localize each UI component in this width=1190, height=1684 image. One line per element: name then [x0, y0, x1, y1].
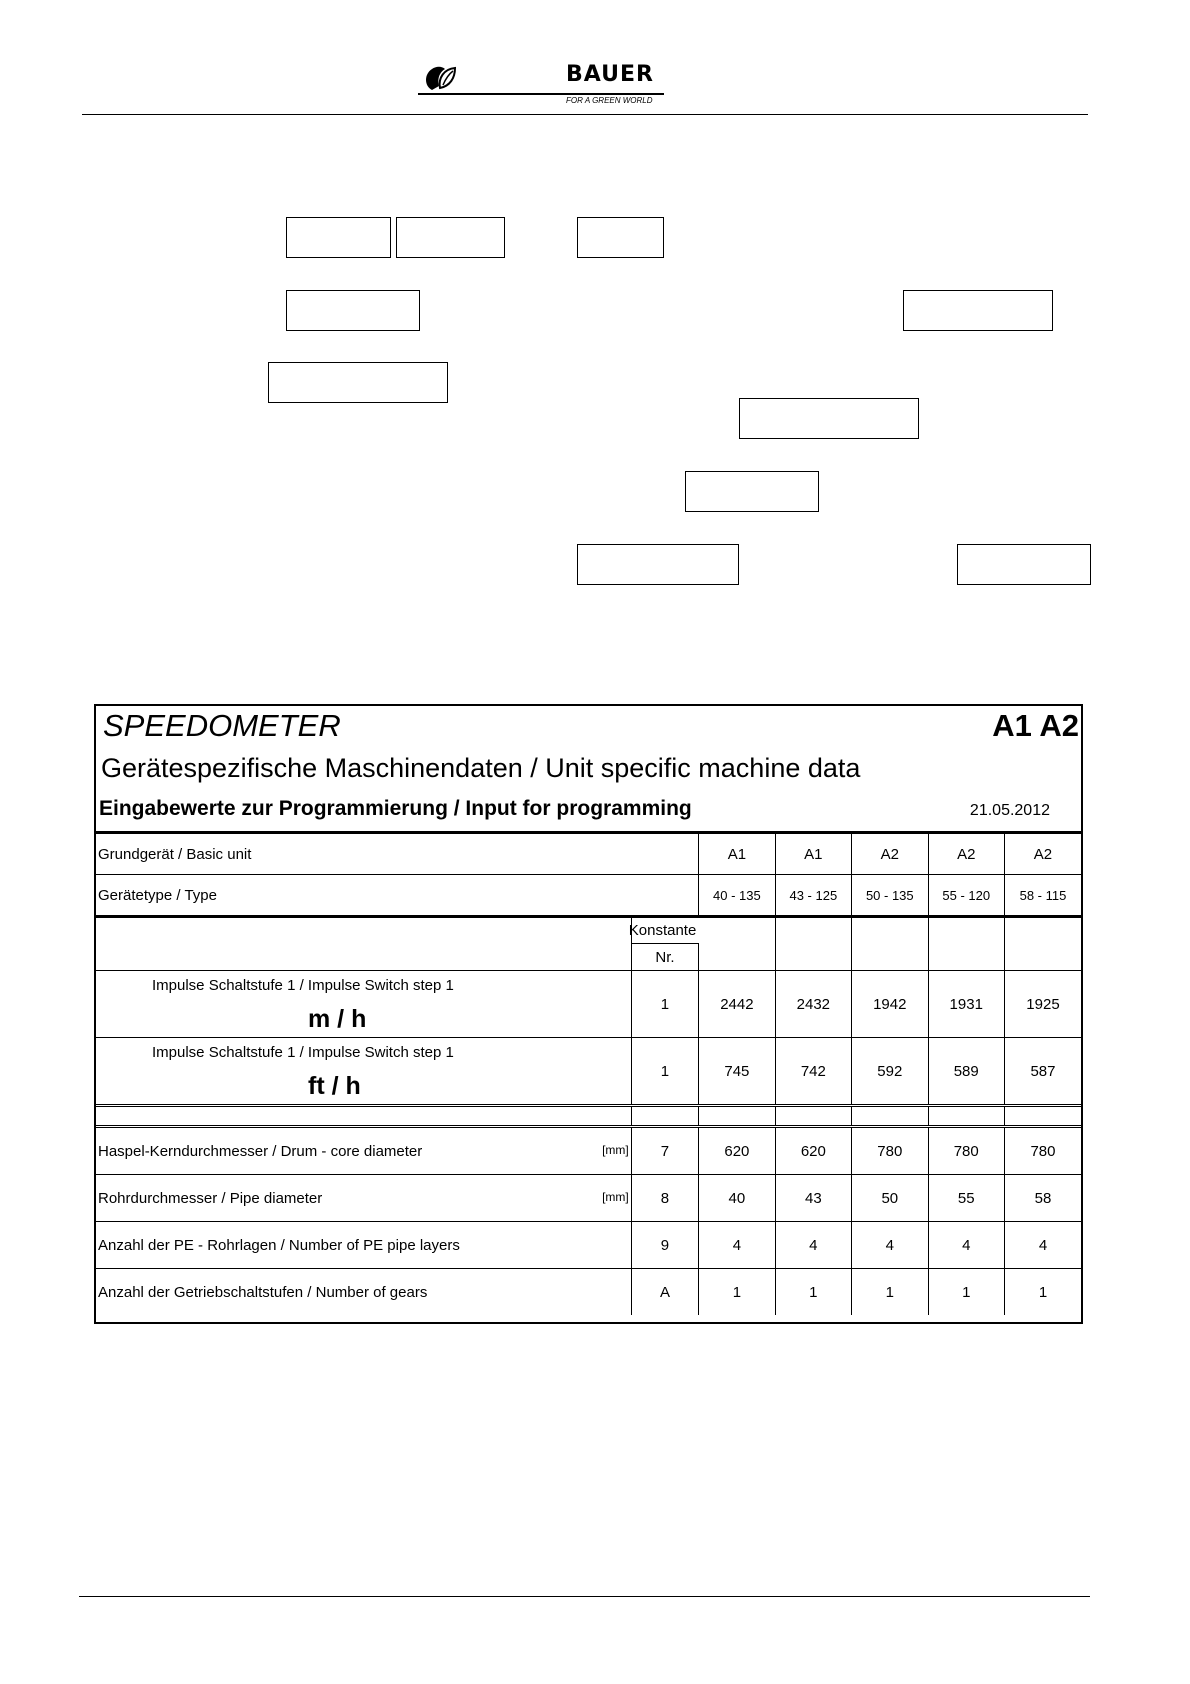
value-cell: 50	[852, 1175, 928, 1222]
value-cell: 780	[928, 1127, 1004, 1175]
basic-unit-cell: A2	[852, 833, 928, 875]
value-cell: 592	[852, 1038, 928, 1106]
machine-data-table	[96, 917, 1081, 1315]
value-cell: 1925	[1004, 971, 1081, 1038]
value-cell: 43	[775, 1175, 851, 1222]
form-box-4[interactable]	[286, 290, 420, 331]
value-cell: 58	[1004, 1175, 1081, 1222]
value-cell: 4	[1004, 1222, 1081, 1269]
value-cell: 2442	[699, 971, 775, 1038]
impulse-label: Impulse Schaltstufe 1 / Impulse Switch step 1	[152, 977, 454, 994]
value-cell: 1	[928, 1269, 1004, 1316]
data-row-pipe-diameter	[96, 1175, 1081, 1222]
konstante-nr: A	[631, 1269, 698, 1316]
basic-unit-cell: A1	[775, 833, 851, 875]
data-row-gears	[96, 1269, 1081, 1316]
row-unit: [mm]	[602, 1189, 629, 1204]
konstante-nr: 9	[631, 1222, 698, 1269]
basic-unit-cell: A1	[699, 833, 775, 875]
konstante-nr: 7	[631, 1127, 698, 1175]
value-cell: 589	[928, 1038, 1004, 1106]
konstante-nr: 8	[631, 1175, 698, 1222]
impulse-row-metric	[96, 971, 1081, 1038]
form-box-5[interactable]	[903, 290, 1053, 331]
data-row-pipe-layers	[96, 1222, 1081, 1269]
value-cell: 1931	[928, 971, 1004, 1038]
header-divider	[82, 114, 1088, 115]
row-unit: [mm]	[602, 1142, 629, 1157]
form-box-8[interactable]	[685, 471, 819, 512]
speedometer-panel	[94, 704, 1083, 1324]
basic-unit-label: Grundgerät / Basic unit	[96, 833, 699, 875]
brand-tagline: FOR A GREEN WORLD	[566, 96, 653, 105]
form-box-7[interactable]	[739, 398, 919, 439]
form-box-3[interactable]	[577, 217, 664, 258]
konstante-header-row	[96, 918, 1081, 944]
form-box-1[interactable]	[286, 217, 391, 258]
value-cell: 40	[699, 1175, 775, 1222]
value-cell: 4	[699, 1222, 775, 1269]
konstante-label: Konstante	[628, 922, 697, 939]
form-box-2[interactable]	[396, 217, 505, 258]
brand-underline	[418, 93, 664, 95]
type-cell: 40 - 135	[699, 875, 775, 917]
basic-unit-cell: A2	[928, 833, 1004, 875]
value-cell: 2432	[775, 971, 851, 1038]
panel-title: SPEEDOMETER	[103, 708, 341, 743]
panel-date: 21.05.2012	[969, 802, 1050, 819]
bauer-logo	[418, 58, 668, 110]
value-cell: 620	[775, 1127, 851, 1175]
type-cell: 58 - 115	[1004, 875, 1081, 917]
type-cell: 43 - 125	[775, 875, 851, 917]
form-box-10[interactable]	[957, 544, 1091, 585]
value-cell: 1942	[852, 971, 928, 1038]
impulse-unit: ft / h	[308, 1072, 361, 1100]
value-cell: 587	[1004, 1038, 1081, 1106]
row-label: Anzahl der PE - Rohrlagen / Number of PE pipe layers	[98, 1236, 460, 1254]
value-cell: 4	[775, 1222, 851, 1269]
form-box-9[interactable]	[577, 544, 739, 585]
value-cell: 1	[1004, 1269, 1081, 1316]
value-cell: 780	[852, 1127, 928, 1175]
konstante-nr: 1	[631, 1038, 698, 1106]
type-cell: 55 - 120	[928, 875, 1004, 917]
type-row	[96, 875, 1081, 917]
value-cell: 4	[852, 1222, 928, 1269]
row-label: Anzahl der Getriebschaltstufen / Number of gears	[98, 1283, 428, 1301]
konstante-nr: 1	[631, 971, 698, 1038]
form-box-6[interactable]	[268, 362, 448, 403]
nr-header-row	[96, 944, 1081, 971]
brand-name: BAUER	[566, 62, 654, 87]
nr-label: Nr.	[631, 944, 698, 971]
panel-subtitle: Gerätespezifische Maschinendaten / Unit specific machine data	[101, 753, 861, 783]
basic-unit-row	[96, 833, 1081, 875]
value-cell: 1	[775, 1269, 851, 1316]
basic-unit-cell: A2	[1004, 833, 1081, 875]
type-label: Gerätetype / Type	[96, 875, 699, 917]
separator-row	[96, 1106, 1081, 1127]
impulse-unit: m / h	[308, 1005, 367, 1033]
row-label: Haspel-Kerndurchmesser / Drum - core diameter	[98, 1142, 423, 1160]
panel-models: A1 A2	[992, 708, 1079, 743]
footer-divider	[79, 1596, 1090, 1597]
unit-header-table	[96, 831, 1081, 918]
panel-subtitle-programming: Eingabewerte zur Programmierung / Input for programming	[99, 797, 692, 820]
data-row-drum-core	[96, 1127, 1081, 1175]
value-cell: 620	[699, 1127, 775, 1175]
type-cell: 50 - 135	[852, 875, 928, 917]
value-cell: 1	[852, 1269, 928, 1316]
impulse-row-imperial	[96, 1038, 1081, 1106]
value-cell: 742	[775, 1038, 851, 1106]
impulse-label: Impulse Schaltstufe 1 / Impulse Switch step 1	[152, 1044, 454, 1061]
value-cell: 745	[699, 1038, 775, 1106]
value-cell: 4	[928, 1222, 1004, 1269]
row-label: Rohrdurchmesser / Pipe diameter	[98, 1189, 323, 1207]
value-cell: 780	[1004, 1127, 1081, 1175]
value-cell: 55	[928, 1175, 1004, 1222]
value-cell: 1	[699, 1269, 775, 1316]
